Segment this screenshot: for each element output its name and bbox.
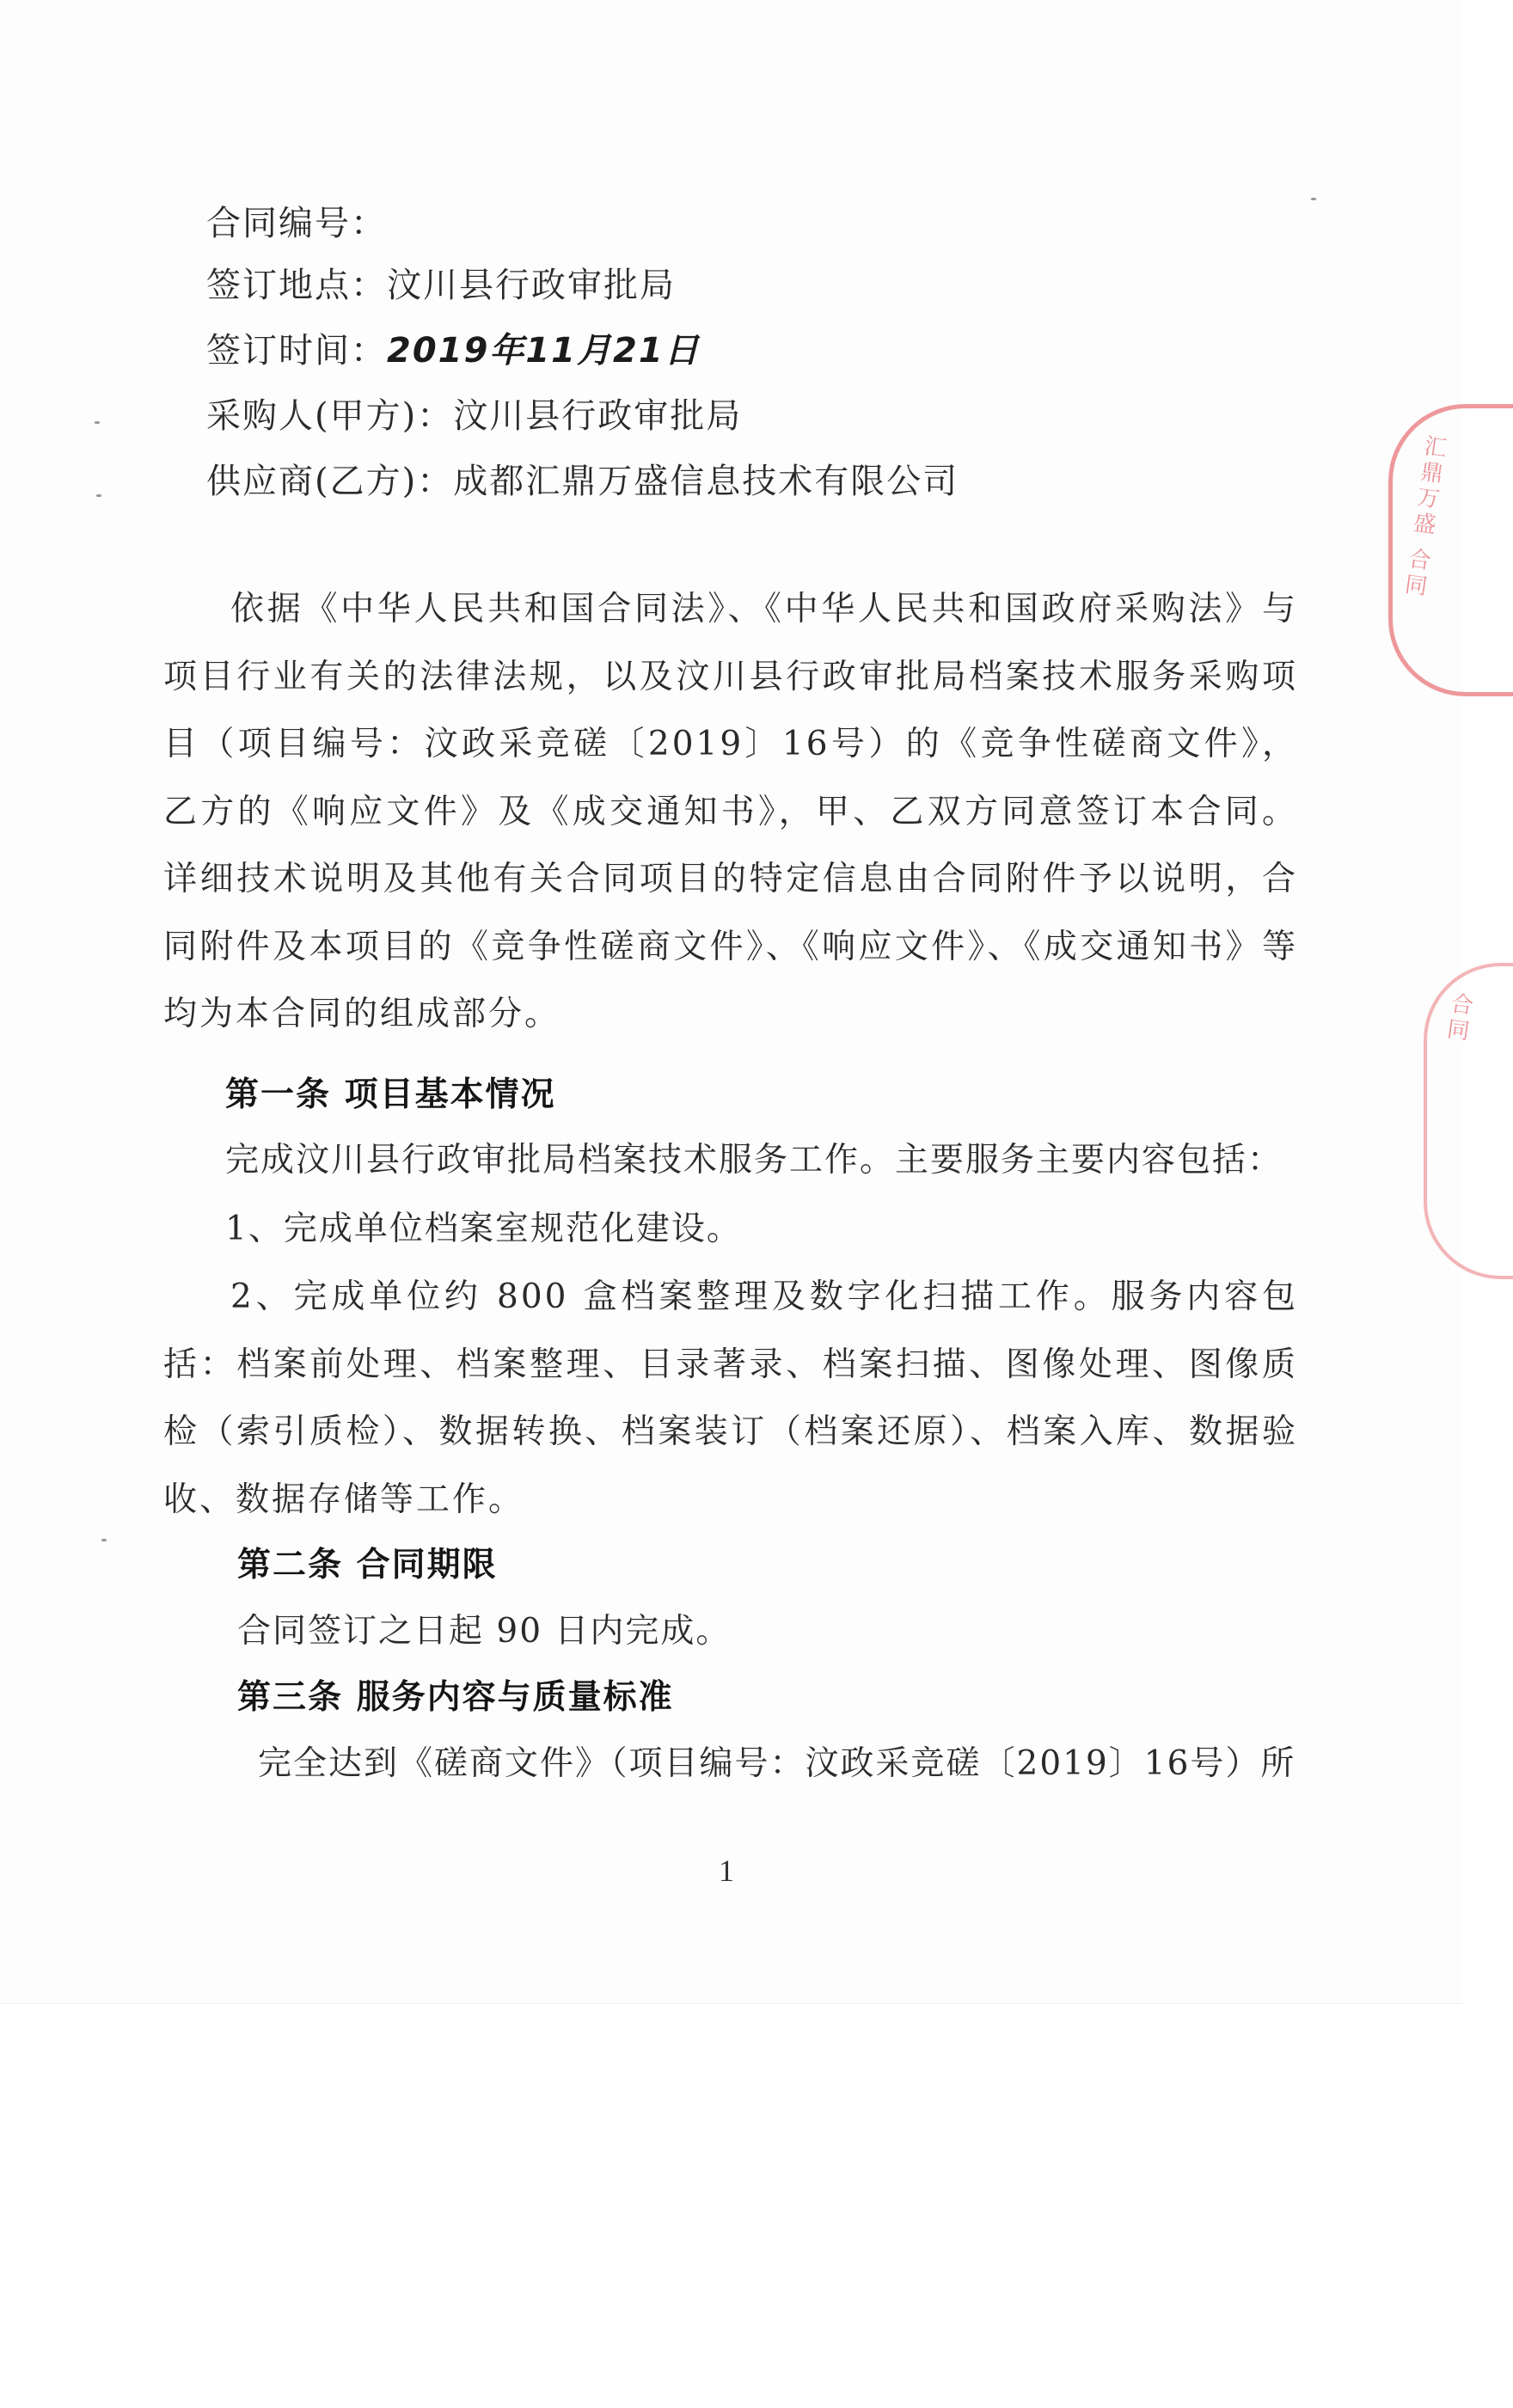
contract-number-label: 合同编号：: [206, 204, 387, 243]
article-1-text: 完成汶川县行政审批局档案技术服务工作。主要服务主要内容包括：: [225, 1141, 1283, 1179]
article-1-title: 第一条 项目基本情况: [225, 1075, 556, 1114]
date-handwritten: 2019年11月21日: [387, 331, 701, 371]
location-label: 签订地点：: [206, 266, 387, 305]
page-bottom-margin: [0, 2003, 1461, 2408]
supplier-label: 供应商(乙方)：: [206, 462, 454, 501]
seal-top-text: 汇鼎万盛 合同: [1399, 432, 1449, 601]
buyer-line: [206, 392, 742, 440]
article-2-title: 第二条 合同期限: [237, 1545, 498, 1584]
scan-speck: [101, 1539, 107, 1541]
supplier-value: 成都汇鼎万盛信息技术有限公司: [453, 462, 959, 501]
article-1-item-2: 2、完成单位约 800 盒档案整理及数字化扫描工作。服务内容包括：档案前处理、档案整理、目录著录、档案扫描、图像处理、图像质检（索引质检）、数据转换、档案装订（档案还原）、档案入库、数据验收、数据存储等工作。: [163, 1278, 1298, 1519]
intro-paragraph: 依据《中华人民共和国合同法》、《中华人民共和国政府采购法》与项目行业有关的法律法规，以及汶川县行政审批局档案技术服务采购项目（项目编号：汶政采竞磋〔2019〕16号）的《竞争性磋商文件》，乙方的《响应文件》及《成交通知书》，甲、乙双方同意签订本合同。详细技术说明及其他有关合同项目的特定信息由合同附件予以说明，合同附件及本项目的《竞争性磋商文件》、《响应文件》、《成交通知书》等均为本合同的组成部分。: [163, 590, 1298, 1033]
article-3-title: 第三条 服务内容与质量标准: [237, 1677, 674, 1717]
contract-number-line: [206, 199, 387, 248]
red-seal-middle: [1424, 963, 1513, 1279]
buyer-value: 汶川县行政审批局: [453, 396, 743, 436]
article-2-text: 合同签订之日起 90 日内完成。: [237, 1612, 732, 1651]
date-line: [206, 327, 701, 375]
seal-middle-text: 合同: [1441, 990, 1475, 1045]
scan-speck: [96, 494, 101, 497]
scan-speck: [1311, 198, 1316, 200]
red-seal-top: [1388, 404, 1513, 696]
supplier-line: [206, 457, 959, 505]
location-line: [206, 261, 676, 309]
scan-speck: [95, 421, 100, 424]
location-value: 汶川县行政审批局: [387, 266, 676, 305]
buyer-label: 采购人(甲方)：: [206, 396, 454, 436]
article-3-text: 完全达到《磋商文件》（项目编号：汶政采竞磋〔2019〕16号）所: [258, 1744, 1296, 1783]
page-number: 1: [719, 1853, 734, 1888]
date-label: 签订时间：: [206, 331, 387, 371]
article-1-item-1: 1、完成单位档案室规范化建设。: [225, 1210, 742, 1248]
